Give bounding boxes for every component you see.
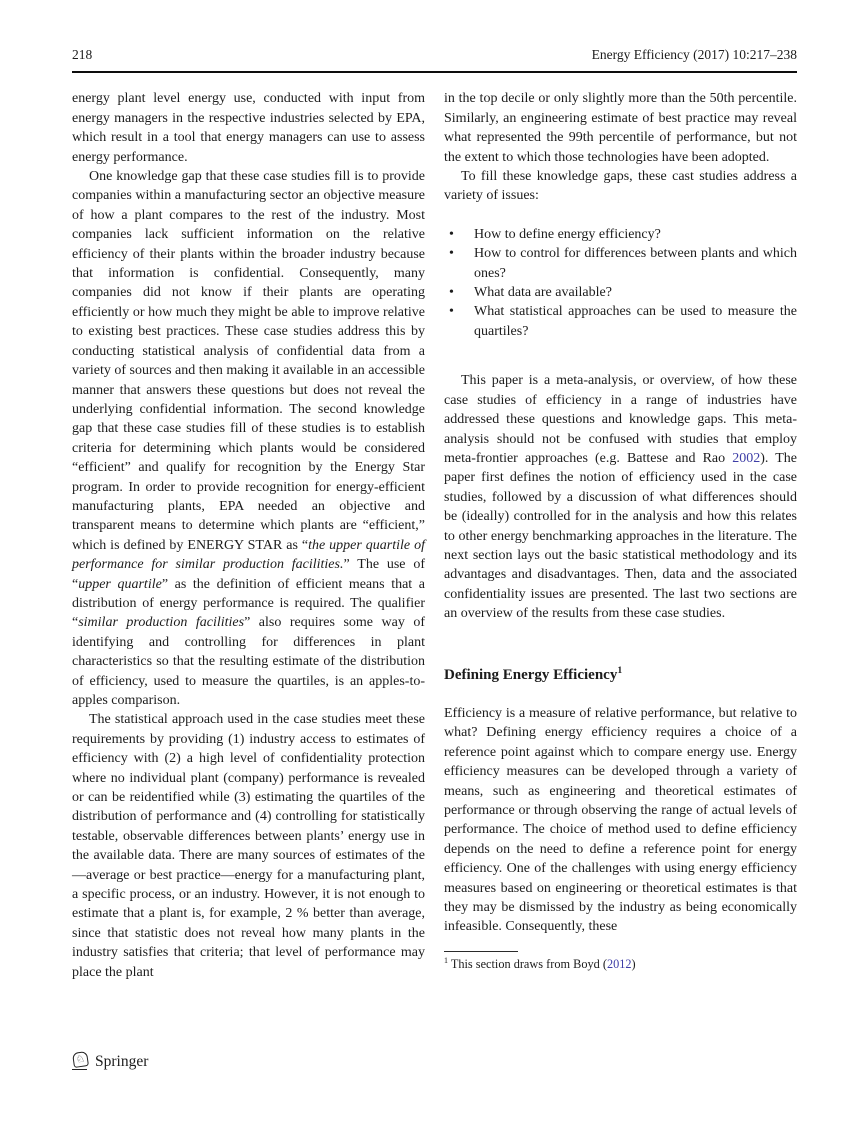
bullet-list <box>444 225 797 341</box>
bullet-icon: • <box>449 285 454 301</box>
footnote-separator <box>444 951 518 952</box>
bullet-icon: • <box>449 226 454 242</box>
text-run: ” The use of “ <box>72 557 425 592</box>
header-rule <box>72 71 797 73</box>
text-run: ” as the definition of efficient means that a distribution of energy performance is required. The qualifier “ <box>72 576 425 631</box>
text-run: This section draws from Boyd ( <box>448 956 607 971</box>
text-run: ” also requires some way of identifying and controlling for differences in plant characteristics so that the resulting estimate of the distribution of efficiency, used to measure the quartiles, is an apples-to-apples comparison. <box>72 615 426 708</box>
journal-reference: Energy Efficiency (2017) 10:217–238 <box>591 47 797 62</box>
page-number: 218 <box>72 47 93 62</box>
two-column-body <box>72 89 797 982</box>
text-run: the upper quartile of performance for similar production facilities. <box>72 537 425 573</box>
section-heading <box>444 666 797 685</box>
text-run: ). The paper first defines the notion of efficiency used in the case studies, followed by a discussion of what differences should be (ideally) controlled for in the analysis and how this relates to other energy benchmarking approaches in the literature. The next section lays out the basic statistical methodology and its advantages and disadvantages. Then, data and the associated confidentiality issues are presented. The last two sections are an overview of the results from these case studies. <box>444 450 797 622</box>
bullet-item <box>444 302 797 341</box>
bullet-icon: • <box>449 246 454 262</box>
footnote-block <box>444 951 797 972</box>
running-head <box>72 45 797 64</box>
text-run: Efficiency is a measure of relative performance, but relative to what? Defining energy efficiency requires a choice of a reference point against which to compare energy use. Energy efficiency measures can be developed through a variety of means, such as engineering and theoretical estimates of performance or through observing the range of actual levels of performance. The choice of method used to define efficiency depends on the need to define a reference point for energy efficiency. One of the challenges with using energy efficiency measures based on engineering or theoretical estimates is that they may be dismissed by the industry as being economically infeasible. Consequently, these <box>444 705 797 935</box>
paragraph <box>444 89 797 167</box>
publisher-footer <box>72 1052 148 1071</box>
paragraph <box>444 704 797 937</box>
text-run: similar production facilities <box>78 615 245 631</box>
text-run: upper quartile <box>78 576 162 592</box>
paragraph <box>72 167 425 710</box>
springer-logo-baseline <box>72 1069 87 1071</box>
springer-logo-icon <box>72 1052 89 1071</box>
paragraph <box>444 167 797 206</box>
bullet-text: How to define energy efficiency? <box>474 226 661 242</box>
bullet-icon: • <box>449 304 454 320</box>
text-run: The statistical approach used in the case studies meet these requirements by providing (1) industry access to estimates of efficiency with (2) a high level of confidentiality protection where no individual plant (company) performance is revealed or can be reidentified while (3) estimating the quartiles of the distribution of performance and (4) controlling for statistically testable, observable differences between plants’ energy use in the available data. There are many sources of estimates of the—average or best practice—energy for a manufacturing plant, a specific process, or an industry. However, it is not enough to estimate that a plant is, for example, 2 % better than average, since that statistic does not reveal how many plants in the industry satisfies that criteria; that level of performance may place the plant <box>72 712 425 980</box>
text-run: One knowledge gap that these case studies fill is to provide companies within a manufacturing sector an objective measure of how a plant compares to the rest of the industry. Most companies lack sufficient information on the relative efficiency of their plants within the broader industry because that information is confidential. Consequently, many companies did not know if their plants are operating efficiently or how much they might be able to improve relative to existing best practices. These case studies address this by conducting statistical analysis of confidential data from a variety of sources and then making it available in an accessible manner that answers these questions but does not reveal the underlying confidential information. The second knowledge gap that these case studies fill of these studies is to establish criteria for determining which plants would be considered “efficient” and qualify for recognition by the Energy Star program. In order to provide recognition for energy-efficient manufacturing plants, EPA needed an objective and transparent means to determine which plants are “efficient,” which is defined by ENERGY STAR as “ <box>72 169 425 553</box>
bullet-text: What data are available? <box>474 285 612 301</box>
bullet-item <box>444 283 797 302</box>
springer-wordmark: Springer <box>95 1053 149 1070</box>
bullet-text: What statistical approaches can be used to measure the quartiles? <box>474 304 797 339</box>
text-run: in the top decile or only slightly more than the 50th percentile. Similarly, an engineering estimate of best practice may reveal what represented the 99th percentile of performance, but not the extent to which those technologies have been adopted. <box>444 91 797 165</box>
springer-knight-icon: ♘ <box>72 1051 89 1068</box>
paragraph <box>72 89 425 167</box>
paragraph <box>72 710 425 982</box>
text-run: To fill these knowledge gaps, these cast studies address a variety of issues: <box>444 169 797 204</box>
bullet-item <box>444 225 797 244</box>
superscript: 1 <box>617 664 623 676</box>
right-column <box>444 89 797 982</box>
page-content <box>72 45 797 982</box>
text-run: This paper is a meta-analysis, or overview, of how these case studies of efficiency in a range of industries have addressed these questions and knowledge gaps. This meta-analysis should not be confused with studies that employ meta-frontier approaches (e.g. Battese and Rao <box>444 373 797 466</box>
citation-link[interactable]: 2002 <box>732 450 761 466</box>
citation-link[interactable]: 2012 <box>606 956 632 971</box>
footnote <box>444 956 797 972</box>
text-run: energy plant level energy use, conducted with input from energy managers in the respective industries selected by EPA, which result in a tool that energy managers can use to assess energy performance. <box>72 91 425 165</box>
text-run: ) <box>631 956 636 971</box>
bullet-item <box>444 244 797 283</box>
text-run: Defining Energy Efficiency <box>444 666 618 683</box>
left-column <box>72 89 425 982</box>
bullet-text: How to control for differences between plants and which ones? <box>474 246 797 281</box>
paragraph <box>444 371 797 623</box>
superscript: 1 <box>444 955 448 965</box>
